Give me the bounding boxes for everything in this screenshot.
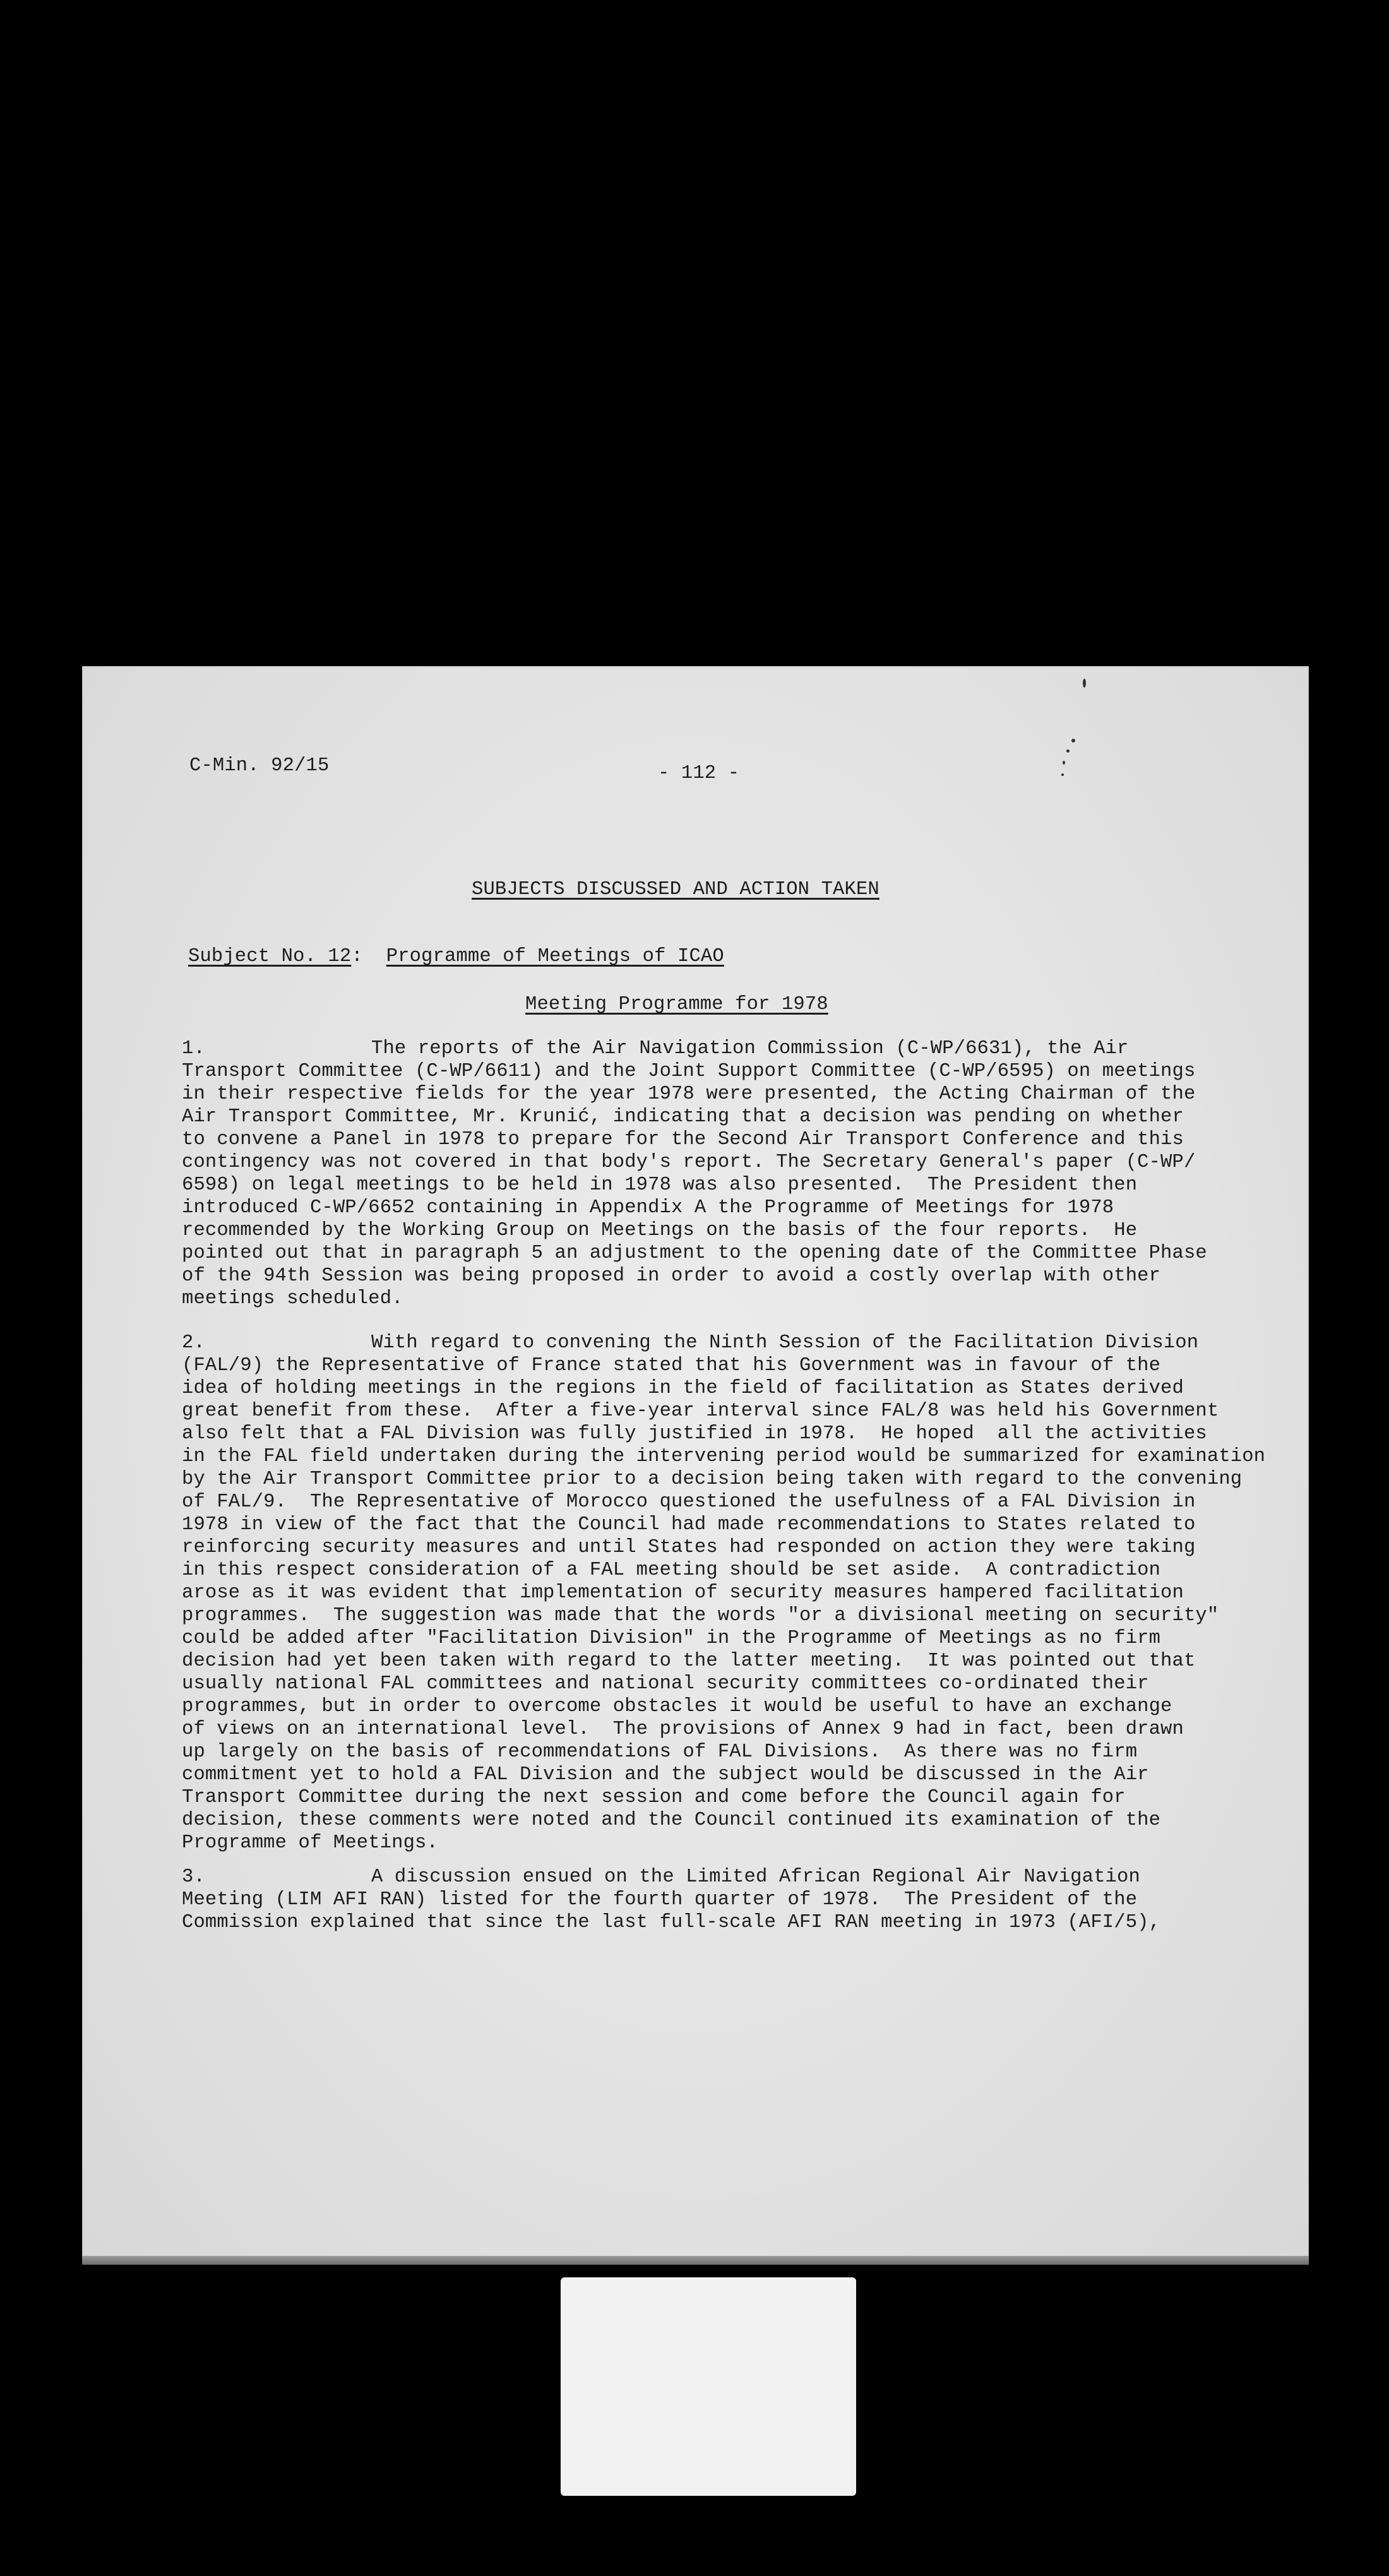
paragraph-body: Meeting (LIM AFI RAN) listed for the fourth quarter of 1978. The President of the Commission explained that since the last full-scale AFI RAN meeting in 1973 (AFI/5), [182,1889,1161,1933]
paragraph-number: 2. [182,1332,205,1354]
paragraph-3 [182,1866,1160,1934]
paragraph-first-line: A discussion ensued on the Limited African Regional Air Navigation [371,1866,1140,1888]
paragraph-number: 3. [182,1866,205,1888]
paragraph-first-line: With regard to convening the Ninth Session of the Facilitation Division [371,1332,1199,1354]
scanned-page [82,666,1309,2265]
paragraph-number: 1. [182,1038,205,1059]
scan-specks [1058,679,1095,786]
page-number: - 112 - [658,763,740,784]
page-bottom-edge [82,2256,1309,2265]
paragraph-first-line: The reports of the Air Navigation Commission (C-WP/6631), the Air [371,1038,1129,1059]
paragraph-body: Transport Committee (C-WP/6611) and the Joint Support Committee (C-WP/6595) on meetings in their respective fields for the year 1978 were presented, the Acting Chairman of the Air Transport Committee, Mr. Krunić, indicating that a decision was pending on whether to convene a Panel in 1978 to prepare for the Second Air Transport Conference and this contingency was not covered in that body's report. The Secretary General's paper (C-WP/ 6598) on legal meetings to be held in 1978 was also presented. The President then introduced C-WP/6652 containing in Appendix A the Programme of Meetings for 1978 recommended by the Working Group on Meetings on the basis of the four reports. He pointed out that in paragraph 5 an adjustment to the opening date of the Committee Phase of the 94th Session was being proposed in order to avoid a costly overlap with other meetings scheduled. [182,1061,1207,1309]
paragraph-2 [182,1332,1265,1854]
paragraph-1 [182,1037,1207,1310]
section-heading: SUBJECTS DISCUSSED AND ACTION TAKEN [472,879,879,900]
document-reference: C-Min. 92/15 [189,755,330,777]
meeting-programme-subheading: Meeting Programme for 1978 [525,994,828,1015]
blank-target-slip [561,2277,856,2496]
subject-line: Subject No. 12: Programme of Meetings of ICAO [188,946,724,967]
subject-label: Subject No. 12 [188,946,352,967]
paragraph-body: (FAL/9) the Representative of France stated that his Government was in favour of the idea of holding meetings in the regions in the field of facilitation as States derived great benefit from these. After a five-year interval since FAL/8 was held his Government also felt that a FAL Division was fully justified in 1978. He hoped all the activities in the FAL field undertaken during the intervening period would be summarized for examination by the Air Transport Committee prior to a decision being taken with regard to the convening of FAL/9. The Representative of Morocco questioned the usefulness of a FAL Division in 1978 in view of the fact that the Council had made recommendations to States related to reinforcing security measures and until States had responded on action they were taking in this respect consideration of a FAL meeting should be set aside. A contradiction arose as it was evident that implementation of security measures hampered facilitation programmes. The suggestion was made that the words "or a divisional meeting on security" could be added after "Facilitation Division" in the Programme of Meetings as no firm decision had yet been taken with regard to the latter meeting. It was pointed out that usually national FAL committees and national security committees co-ordinated their programmes, but in order to overcome obstacles it would be useful to have an exchange of views on an international level. The provisions of Annex 9 had in fact, been drawn up largely on the basis of recommendations of FAL Divisions. As there was no firm commitment yet to hold a FAL Division and the subject would be discussed in the Air Transport Committee during the next session and come before the Council again for decision, these comments were noted and the Council continued its examination of the Programme of Meetings. [182,1355,1266,1854]
subject-title: Programme of Meetings of ICAO [386,946,724,967]
